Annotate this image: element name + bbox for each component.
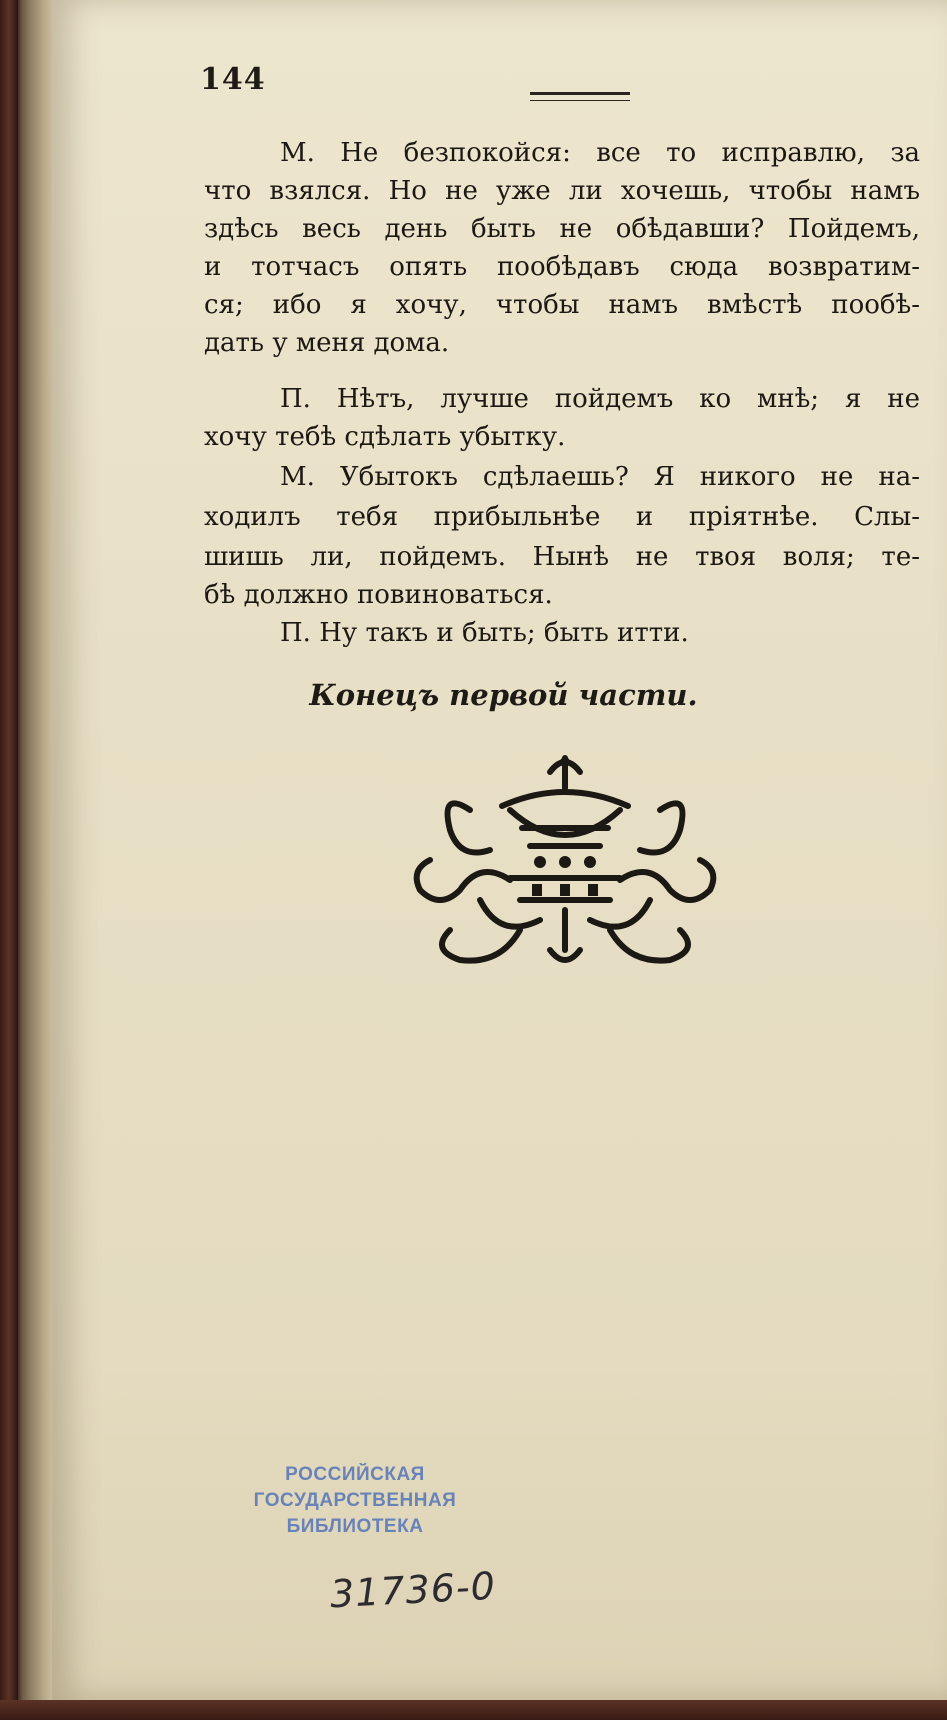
text-line: бѣ должно повиноваться. — [204, 580, 553, 610]
text-line: хочу тебѣ сдѣлать убытку. — [204, 422, 566, 452]
header-rule — [530, 92, 630, 106]
handwritten-shelfmark: 31736-0 — [328, 1563, 497, 1617]
text-line: и тотчасъ опять пообѣдавъ сюда возвратим- — [204, 252, 920, 282]
end-of-part-heading: Конецъ первой части. — [309, 678, 698, 712]
text-line: ся; ибо я хочу, чтобы намъ вмѣстѣ пообѣ- — [204, 290, 920, 320]
text-line: здѣсь весь день быть не обѣдавши? Пойдемъ, — [204, 214, 920, 244]
text-line: М. Не безпокойся: все то исправлю, за — [280, 138, 920, 168]
baroque-urn-ornament-icon — [410, 750, 720, 982]
stamp-line: ГОСУДАРСТВЕННАЯ — [253, 1490, 457, 1511]
book-spine — [0, 0, 18, 1720]
library-stamp — [240, 1462, 470, 1540]
book-bottom-edge — [0, 1700, 947, 1720]
text-line: П. Ну такъ и быть; быть итти. — [280, 618, 689, 648]
text-line: П. Нѣтъ, лучше пойдемъ ко мнѣ; я не — [280, 384, 920, 414]
stamp-line: РОССИЙСКАЯ — [285, 1464, 425, 1485]
page-number: 144 — [200, 62, 266, 97]
text-line: М. Убытокъ сдѣлаешь? Я никого не на- — [280, 462, 920, 492]
text-line: шишь ли, пойдемъ. Нынѣ не твоя воля; те- — [204, 542, 920, 572]
text-line: дать у меня дома. — [204, 328, 450, 358]
text-line: ходилъ тебя прибыльнѣе и пріятнѣе. Слы- — [204, 502, 920, 532]
text-line: что взялся. Но не уже ли хочешь, чтобы намъ — [204, 176, 920, 206]
stamp-line: БИБЛИОТЕКА — [286, 1516, 424, 1537]
